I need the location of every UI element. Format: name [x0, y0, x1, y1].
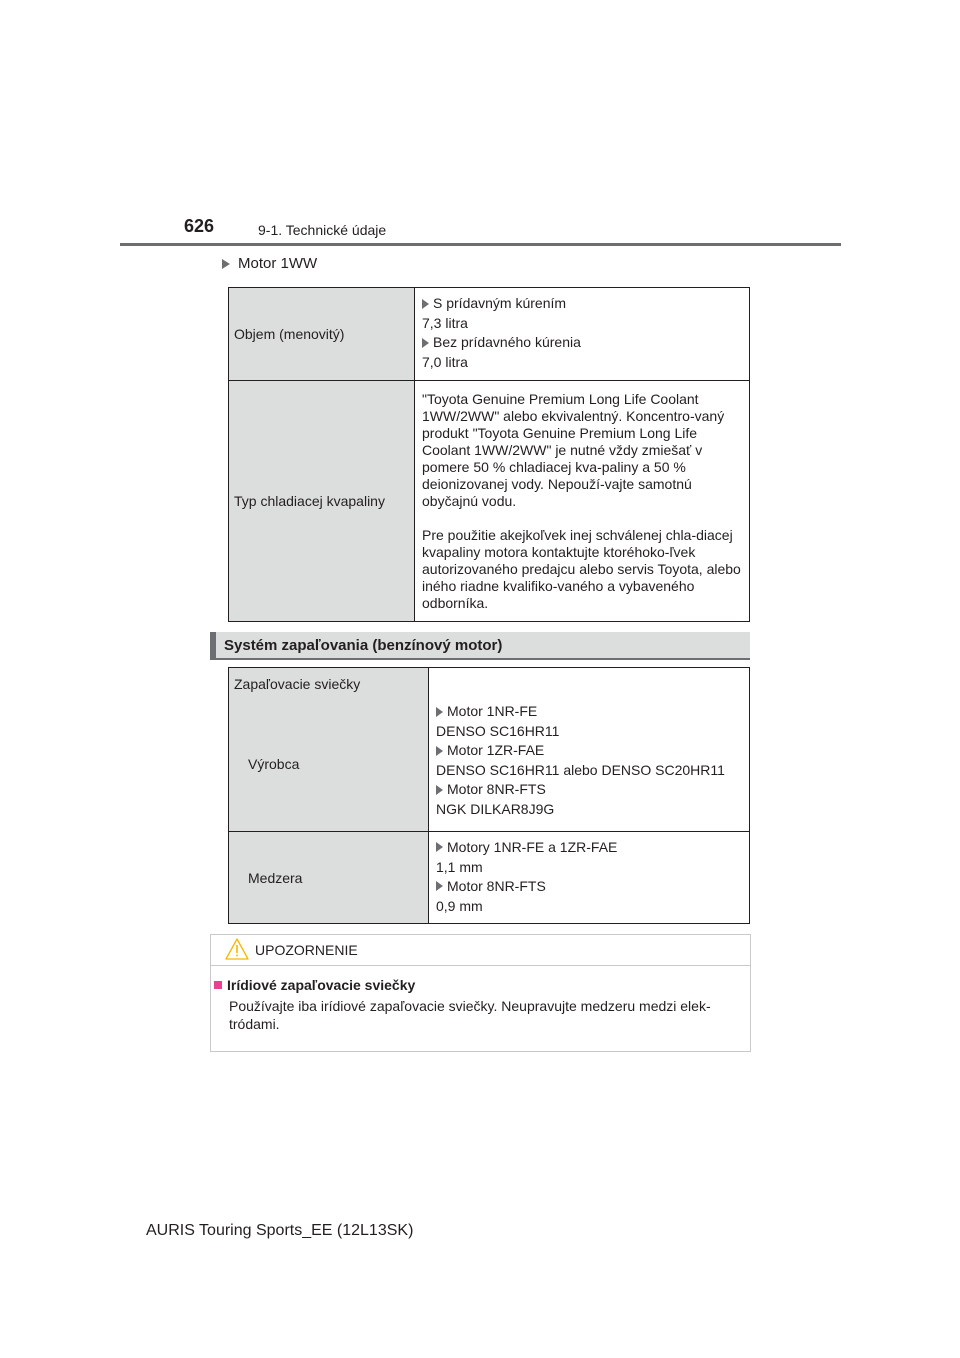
section-accent-bar [210, 632, 216, 658]
item-heading: Motor 1NR-FE [447, 703, 538, 719]
item-value: 7,3 litra [422, 315, 468, 331]
ignition-section-title: Systém zapaľovania (benzínový motor) [224, 637, 503, 654]
triangle-bullet-icon [222, 259, 230, 269]
item-heading: Motor 1ZR-FAE [447, 742, 545, 758]
list-item [436, 703, 742, 720]
list-item [436, 781, 742, 798]
item-heading: Motory 1NR-FE a 1ZR-FAE [447, 838, 618, 855]
item-value: 0,9 mm [436, 897, 483, 914]
triangle-bullet-icon [422, 299, 429, 309]
item-heading: Motor 8NR-FTS [447, 877, 546, 894]
list-item [422, 295, 742, 312]
item-heading: Motor 8NR-FTS [447, 781, 546, 797]
coolant-type-paragraph: "Toyota Genuine Premium Long Life Coolant 1WW/2WW" alebo ekvivalentný. Koncentro-vaný produkt "Toyota Genuine Premium Long Life Coolant 1WW/2WW" je nutné vždy zmiešať v pomere 50 % chladiacej kva-paliny a 50 % deionizovanej vody. Nepouží-vajte samotnú obyčajnú vodu. [422, 390, 725, 509]
engine-subheading-text: Motor 1WW [238, 255, 318, 272]
gap-label: Medzera [229, 832, 429, 924]
coolant-type-value-cell [415, 381, 750, 622]
table-row [229, 668, 750, 832]
triangle-bullet-icon [436, 881, 443, 891]
volume-value-cell [415, 288, 750, 381]
triangle-bullet-icon [436, 707, 443, 717]
warning-subheading [214, 977, 415, 993]
section-title: 9-1. Technické údaje [258, 222, 387, 238]
table-row [229, 381, 750, 622]
ignition-section-header [210, 632, 750, 660]
item-value: 1,1 mm [436, 858, 483, 875]
list-item [422, 334, 742, 351]
warning-label: UPOZORNENIE [255, 942, 358, 958]
item-value: 7,0 litra [422, 354, 468, 370]
list-item [436, 839, 742, 856]
manufacturer-value-cell [429, 668, 750, 832]
footer: AURIS Touring Sports_EE (12L13SK) [146, 1222, 414, 1239]
triangle-bullet-icon [436, 785, 443, 795]
header-rule [120, 243, 841, 246]
coolant-other-paragraph: Pre použitie akejkoľvek inej schválenej chla-diacej kvapaliny motora kontaktujte ktoréhoko-ľvek autorizovaného predajcu alebo servis Toyota, alebo iného riadne kvalifiko-vaného a vybaveného odborníka. [422, 526, 741, 611]
triangle-bullet-icon [436, 842, 443, 852]
engine-subheading [222, 255, 317, 272]
gap-value-cell [429, 832, 750, 924]
item-value: DENSO SC16HR11 [436, 723, 560, 739]
warning-subheading-text: Irídiové zapaľovacie sviečky [227, 977, 416, 993]
manufacturer-label: Výrobca [248, 756, 300, 772]
list-item [436, 742, 742, 759]
volume-label: Objem (menovitý) [229, 288, 415, 381]
item-heading: Bez prídavného kúrenia [433, 334, 581, 350]
warning-triangle-icon [225, 938, 249, 965]
manufacturer-label-cell [229, 668, 429, 832]
table-row [229, 288, 750, 381]
warning-body: Používajte iba irídiové zapaľovacie sviečky. Neupravujte medzeru medzi elek-tródami. [229, 998, 711, 1032]
table-row [229, 832, 750, 924]
spark-plugs-group-label: Zapaľovacie sviečky [234, 676, 361, 692]
triangle-bullet-icon [422, 338, 429, 348]
warning-header [211, 935, 750, 966]
item-value: DENSO SC16HR11 alebo DENSO SC20HR11 [436, 762, 725, 778]
list-item [436, 878, 742, 895]
page-number: 626 [184, 216, 215, 236]
square-bullet-icon [214, 981, 222, 989]
coolant-table [228, 287, 750, 622]
item-heading: S prídavným kúrením [433, 295, 567, 311]
warning-box [210, 934, 751, 1052]
item-value: NGK DILKAR8J9G [436, 801, 555, 817]
triangle-bullet-icon [436, 746, 443, 756]
ignition-table [228, 667, 750, 924]
coolant-type-label: Typ chladiacej kvapaliny [229, 381, 415, 622]
